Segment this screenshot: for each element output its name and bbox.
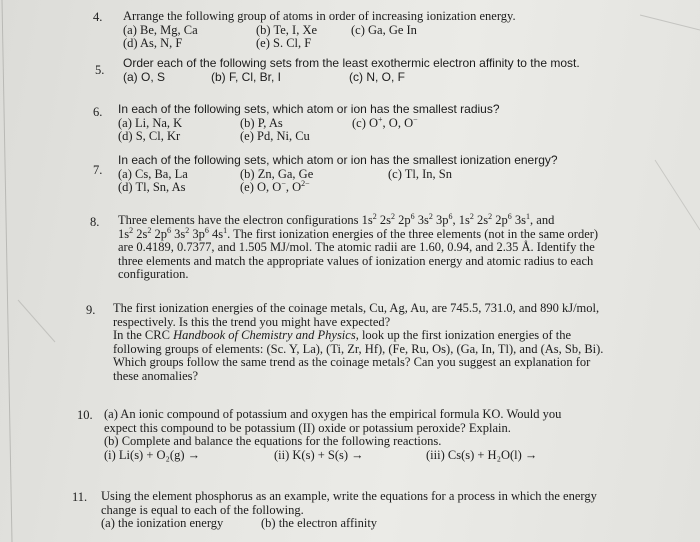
q10-reactions — [104, 449, 561, 463]
q10-line-3: (b) Complete and balance the equations for the following reactions. — [104, 434, 442, 448]
question-4 — [123, 10, 516, 51]
q7-option-c: (c) Tl, In, Sn — [388, 166, 452, 181]
q6-option-b: (b) P, As — [240, 115, 283, 130]
q6-option-d: (d) S, Cl, Kr — [118, 129, 181, 143]
q7-option-b: (b) Zn, Ga, Ge — [240, 166, 314, 181]
q5-number: 5. — [95, 63, 105, 77]
q7-option-d: (d) Tl, Sn, As — [118, 180, 186, 194]
q4-option-b: (b) Te, I, Xe — [256, 22, 318, 37]
q11-option-a: (a) the ionization energy — [101, 516, 224, 530]
q5-option-a: (a) O, S — [123, 69, 166, 84]
q9-line-4: following groups of elements: (Sc. Y, La), (Ti, Zr, Hf), (Fe, Ru, Os), (Ga, In, Tl), and (As, Sb, Bi). — [113, 341, 604, 356]
q6-stem: In each of the following sets, which atom or ion has the smallest radius? — [118, 102, 500, 116]
q9-line-5: Which groups follow the same trend as the coinage metals? Can you suggest an explanation for — [113, 355, 591, 369]
q4-number: 4. — [93, 10, 103, 24]
q9-line-3: In the CRC Handbook of Chemistry and Physics, look up the first ionization energies of the — [113, 328, 572, 342]
q5-option-b: (b) F, Cl, Br, I — [211, 69, 282, 84]
q6-option-c: (c) O+, O, O− — [352, 114, 418, 130]
question-9 — [113, 302, 603, 383]
question-10 — [104, 408, 561, 462]
q9-line-1: The first ionization energies of the coinage metals, Cu, Ag, Au, are 745.5, 731.0, and 890 kJ/mol, — [113, 301, 600, 315]
q8-line-3: are 0.4189, 0.7377, and 1.505 MJ/mol. The atomic radii are 1.60, 0.94, and 2.35 Å. Identify the — [118, 240, 595, 254]
q5-option-c: (c) N, O, F — [349, 69, 405, 84]
q4-option-a: (a) Be, Mg, Ca — [123, 22, 198, 37]
q9-line-2: respectively. Is this the trend you might have expected? — [113, 314, 391, 329]
q4-option-e: (e) S. Cl, F — [256, 36, 312, 50]
q10-line-2: expect this compound to be potassium (II) oxide or potassium peroxide? Explain. — [104, 420, 511, 435]
q10-reaction-i: (i) Li(s) + O₂(g) → — [104, 447, 201, 462]
q11-line-2: change is equal to each of the following. — [101, 502, 304, 517]
q10-reaction-ii: (ii) K(s) + S(s) → — [274, 447, 364, 462]
question-6 — [118, 103, 500, 144]
q6-option-e: (e) Pd, Ni, Cu — [240, 129, 310, 143]
q10-line-1: (a) An ionic compound of potassium and oxygen has the empirical formula KO. Would you — [104, 407, 562, 421]
q10-number: 10. — [77, 408, 93, 422]
q11-option-b: (b) the electron affinity — [261, 516, 378, 530]
q8-line-1: Three elements have the electron configurations $1s^2$ $2s^2$ $2p^6$ $3s^2$ $3p^6$, $1s^2$ $2s^2$ $2p^6$ $3s^1$, and — [118, 212, 555, 227]
question-5 — [123, 57, 580, 84]
q8-line-4: three elements and match the appropriate values of ionization energy and atomic radius to each — [118, 253, 594, 268]
question-7 — [118, 154, 558, 195]
q9-line-6: these anomalies? — [113, 368, 199, 383]
q7-number: 7. — [93, 163, 103, 177]
q7-option-a: (a) Cs, Ba, La — [118, 166, 188, 181]
q8-line-2: $1s^2$ $2s^2$ $2p^6$ $3s^2$ $3p^6$ $4s^1$. The first ionization energies of the three elements (not in the same order) — [118, 225, 599, 241]
q8-line-5: configuration. — [118, 267, 189, 281]
q6-number: 6. — [93, 105, 103, 119]
q6-option-a: (a) Li, Na, K — [118, 115, 183, 130]
question-8 — [118, 214, 598, 282]
q4-stem: Arrange the following group of atoms in order of increasing ionization energy. — [123, 9, 516, 23]
q9-number: 9. — [86, 303, 96, 317]
q4-option-c: (c) Ga, Ge In — [351, 22, 417, 37]
q8-number: 8. — [90, 215, 100, 229]
question-11 — [101, 490, 597, 531]
q7-option-e: (e) O, O−, $O^{2-}$ — [240, 179, 310, 194]
q11-number: 11. — [72, 490, 88, 504]
q7-stem: In each of the following sets, which atom or ion has the smallest ionization energy? — [118, 153, 558, 167]
q10-reaction-iii: (iii) Cs(s) + H₂O(l) → — [426, 447, 538, 462]
q4-option-d: (d) As, N, F — [123, 36, 183, 50]
q11-line-1: Using the element phosphorus as an example, write the equations for a process in which the energy — [101, 489, 597, 503]
q5-stem: Order each of the following sets from the least exothermic electron affinity to the most. — [123, 56, 580, 70]
